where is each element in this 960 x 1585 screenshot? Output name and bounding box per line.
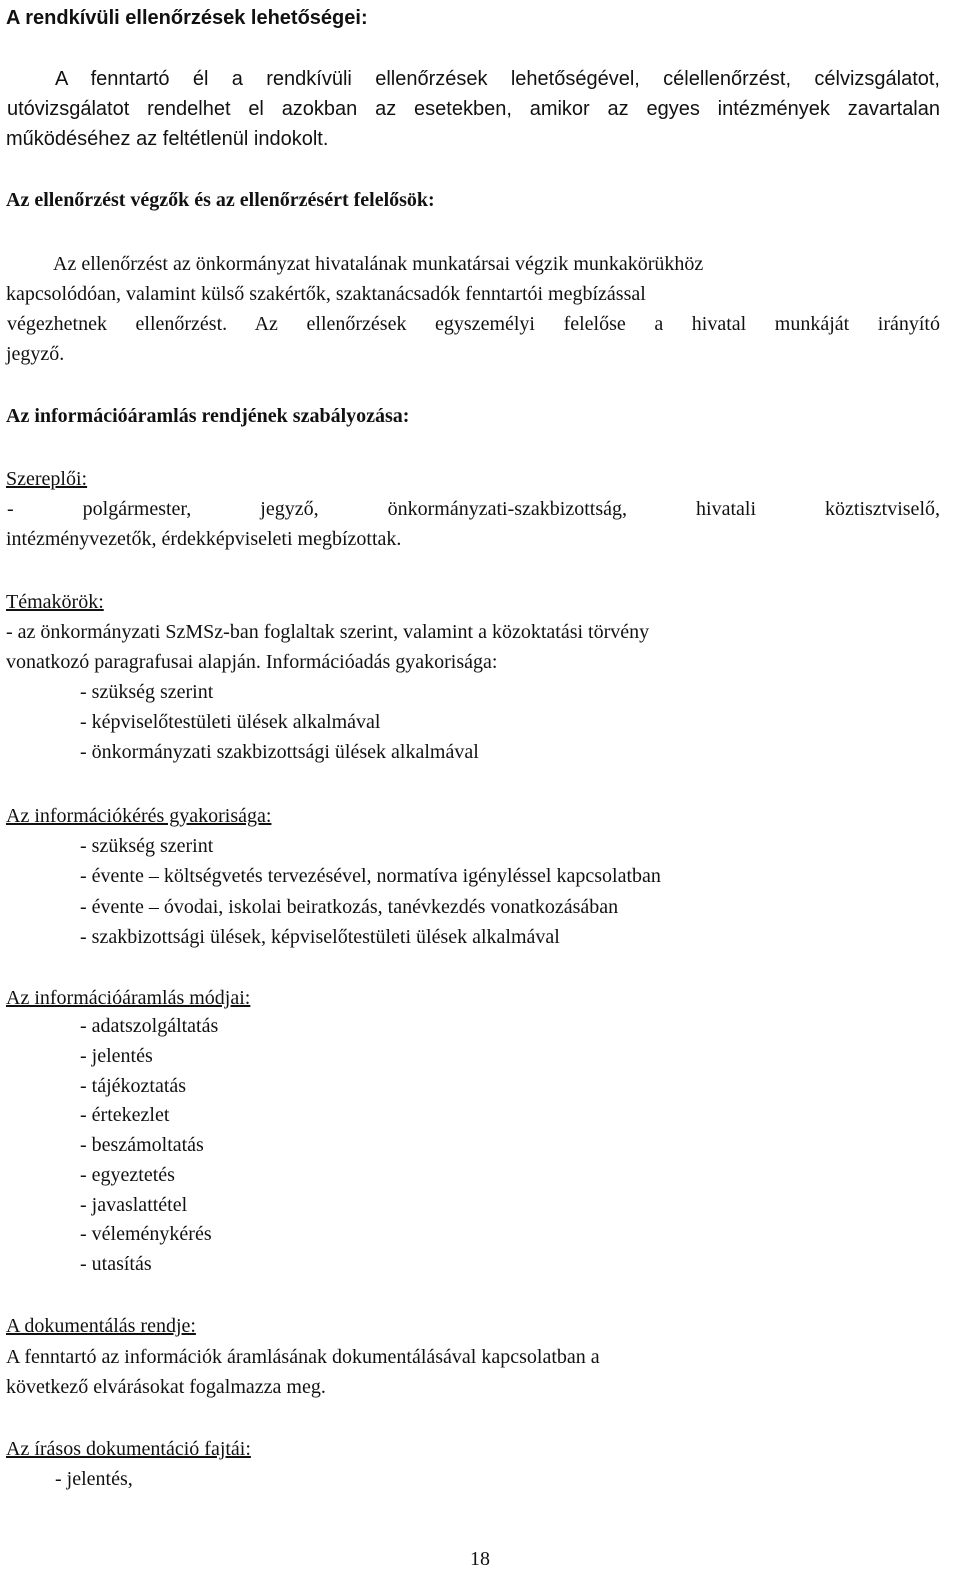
paragraph-line: A fenntartó az információk áramlásának dokumentálásával kapcsolatban a [6, 1346, 600, 1368]
paragraph-line: kapcsolódóan, valamint külső szakértők, szaktanácsadók fenntartói megbízással [6, 283, 646, 305]
paragraph-line: következő elvárásokat fogalmazza meg. [6, 1376, 326, 1398]
list-item: - adatszolgáltatás [80, 1015, 219, 1037]
paragraph-line: A fenntartó él a rendkívüli ellenőrzések lehetőségével, célellenőrzést, célvizsgálatot, [55, 68, 940, 90]
list-item: - egyeztetés [80, 1164, 175, 1186]
paragraph-line: intézményvezetők, érdekképviseleti megbízottak. [6, 528, 402, 550]
heading-dokumentalas-rendje: A dokumentálás rendje: [6, 1315, 196, 1337]
heading-informacioaramlas-modjai: Az információáramlás módjai: [6, 987, 251, 1009]
list-item: - szakbizottsági ülések, képviselőtestületi ülések alkalmával [80, 926, 560, 948]
paragraph-line: jegyző. [6, 343, 65, 365]
paragraph-line: utóvizsgálatot rendelhet el azokban az esetekben, amikor az egyes intézmények zavartalan [7, 98, 940, 120]
paragraph-line: - polgármester, jegyző, önkormányzati-szakbizottság, hivatali köztisztviselő, [7, 498, 940, 520]
paragraph-line: működéséhez az feltétlenül indokolt. [6, 128, 329, 150]
page-number: 18 [470, 1548, 490, 1570]
list-item: - jelentés [80, 1045, 153, 1067]
list-item: - szükség szerint [80, 681, 214, 703]
list-item: - értekezlet [80, 1104, 170, 1126]
heading-informaciokeres-gyakorisaga: Az információkérés gyakorisága: [6, 805, 272, 827]
list-item: - beszámoltatás [80, 1134, 204, 1156]
heading-informacioaramlas-rendje: Az információáramlás rendjének szabályozása: [6, 405, 410, 427]
paragraph-line: - az önkormányzati SzMSz-ban foglaltak szerint, valamint a közoktatási törvény [6, 621, 650, 643]
heading-irasos-dokumentacio-fajtai: Az írásos dokumentáció fajtái: [6, 1438, 251, 1460]
list-item: - szükség szerint [80, 835, 214, 857]
paragraph-line: Az ellenőrzést az önkormányzat hivatalának munkatársai végzik munkakörükhöz [53, 253, 704, 275]
list-item: - javaslattétel [80, 1194, 188, 1216]
heading-rendkivuli-ellenorzesek: A rendkívüli ellenőrzések lehetőségei: [6, 7, 368, 29]
heading-ellenorzest-vegzok: Az ellenőrzést végzők és az ellenőrzésért felelősök: [6, 189, 435, 211]
list-item: - véleménykérés [80, 1223, 212, 1245]
label-szereploi: Szereplői: [6, 468, 88, 490]
list-item: - évente – költségvetés tervezésével, normatíva igényléssel kapcsolatban [80, 865, 661, 887]
list-item: - önkormányzati szakbizottsági ülések alkalmával [80, 741, 479, 763]
paragraph-line: vonatkozó paragrafusai alapján. Információadás gyakorisága: [6, 651, 498, 673]
list-item: - képviselőtestületi ülések alkalmával [80, 711, 381, 733]
label-temakorok: Témakörök: [6, 591, 104, 613]
list-item: - utasítás [80, 1253, 152, 1275]
list-item: - évente – óvodai, iskolai beiratkozás, tanévkezdés vonatkozásában [80, 896, 619, 918]
list-item: - tájékoztatás [80, 1075, 187, 1097]
list-item: - jelentés, [55, 1468, 133, 1490]
paragraph-line: végezhetnek ellenőrzést. Az ellenőrzések egyszemélyi felelőse a hivatal munkáját irányító [7, 313, 940, 335]
